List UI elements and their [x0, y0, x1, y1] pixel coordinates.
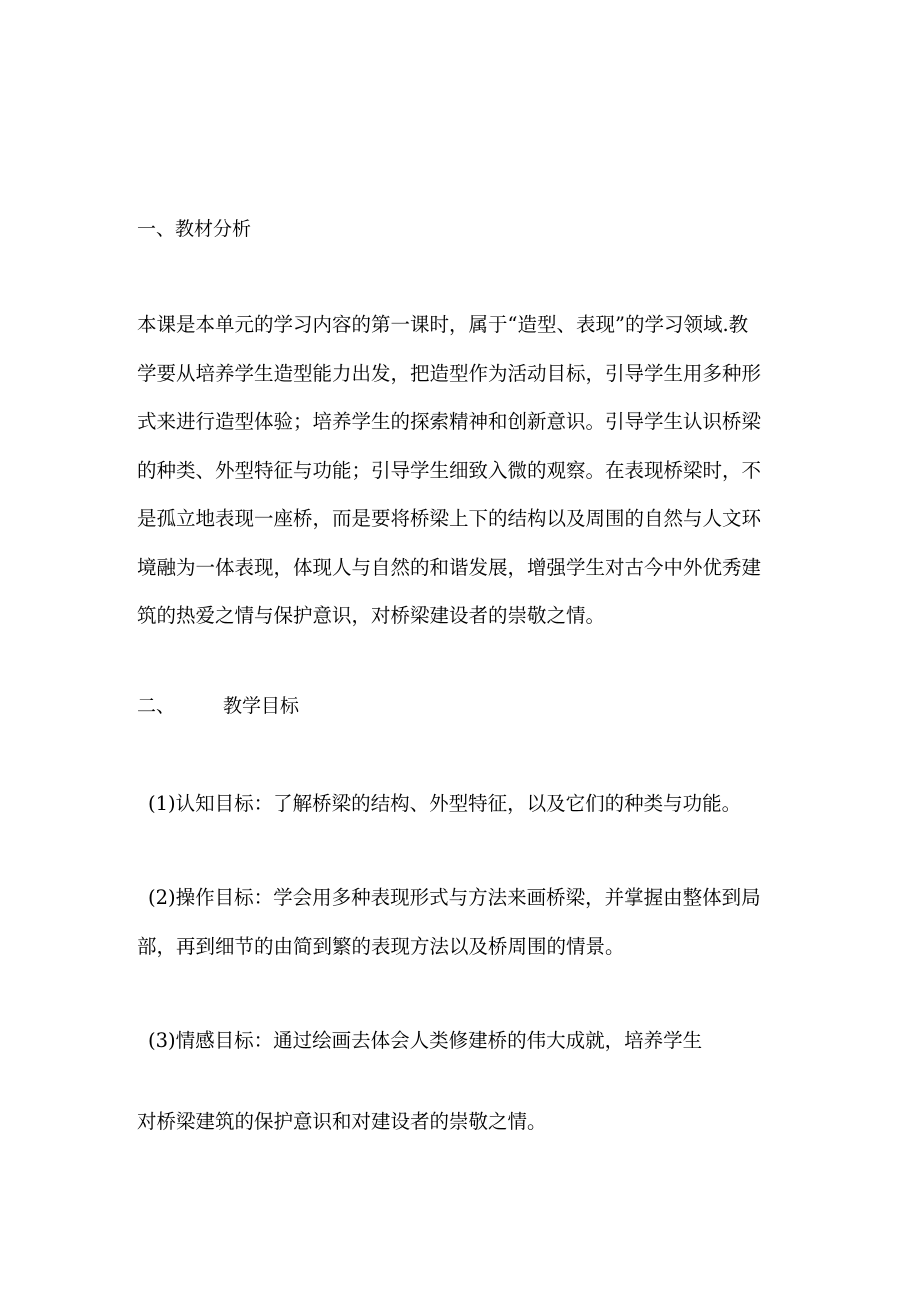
heading-number: 二、 — [137, 695, 176, 717]
textbook-analysis-paragraph — [137, 301, 787, 641]
section-heading-teaching-goals — [137, 694, 299, 718]
goal-line: (1)认知目标：了解桥梁的结构、外型特征，以及它们的种类与功能。 — [148, 792, 742, 815]
goal-emotion — [137, 1017, 702, 1066]
paragraph-line: 学要从培养学生造型能力出发，把造型作为活动目标，引导学生用多种形 — [137, 361, 762, 385]
paragraph-line: 筑的热爱之情与保护意识，对桥梁建设者的崇敬之情。 — [137, 604, 606, 627]
goal-line: 对桥梁建筑的保护意识和对建设者的崇敬之情。 — [137, 1110, 547, 1133]
goal-operation — [137, 874, 761, 971]
paragraph-line: 境融为一体表现，体现人与自然的和谐发展，增强学生对古今中外优秀建 — [137, 555, 762, 579]
paragraph-line: 本课是本单元的学习内容的第一课时，属于“造型、表现”的学习领域.教 — [137, 313, 749, 336]
section-heading-textbook-analysis: 一、教材分析 — [137, 218, 252, 240]
goal-emotion-continued — [137, 1098, 547, 1147]
goal-cognitive — [137, 780, 741, 829]
paragraph-line: 式来进行造型体验；培养学生的探索精神和创新意识。引导学生认识桥梁 — [137, 410, 762, 433]
paragraph-line: 是孤立地表现一座桥，而是要将桥梁上下的结构以及周围的自然与人文环 — [137, 507, 762, 530]
goal-line: 部，再到细节的由简到繁的表现方法以及桥周围的情景。 — [137, 934, 625, 958]
goal-line: (3)情感目标：通过绘画去体会人类修建桥的伟大成就，培养学生 — [148, 1029, 703, 1052]
heading-text: 教学目标 — [223, 695, 300, 717]
paragraph-line: 的种类、外型特征与功能；引导学生细致入微的观察。在表现桥梁时，不 — [137, 458, 762, 482]
goal-line: (2)操作目标：学会用多种表现形式与方法来画桥梁，并掌握由整体到局 — [148, 886, 761, 909]
